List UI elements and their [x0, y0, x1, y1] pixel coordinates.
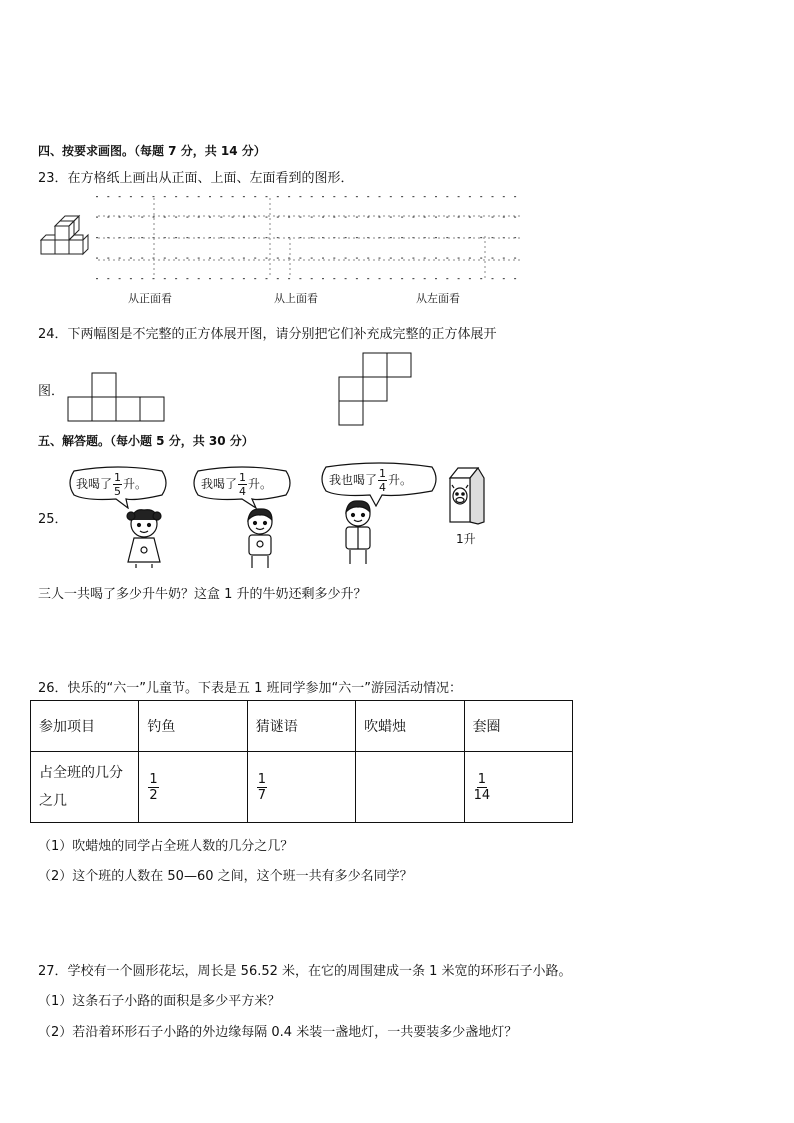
cube-net-1: [66, 372, 166, 424]
q27-text: 27．学校有一个圆形花坛，周长是 56.52 米，在它的周围建成一条 1 米宽的环形石子小路。: [38, 964, 572, 979]
boy-illustration-2: [336, 498, 380, 566]
dot-grid-area: [90, 196, 530, 282]
q26-sub1: （1）吹蜡烛的同学占全班人数的几分之几？: [38, 839, 294, 854]
activity-table: [30, 700, 573, 823]
girl-illustration: [114, 506, 174, 570]
fraction-cell: $\frac{1}{2}$: [139, 752, 247, 823]
cube-stack-figure: [40, 212, 92, 256]
q25-question: 三人一共喝了多少升牛奶？这盒 1 升的牛奶还剩多少升？: [38, 587, 367, 602]
bubble-3-text: 我也喝了 $\frac{1}{4}$ 升。: [329, 467, 413, 494]
table-row: [31, 752, 573, 823]
table-header-cell: 猜谜语: [247, 701, 355, 752]
milk-label: 1升: [456, 532, 476, 546]
q25-number: 25．: [38, 512, 68, 527]
boy-illustration-1: [240, 506, 280, 570]
table-header-cell: 套圈: [464, 701, 572, 752]
section5-title: 五、解答题。（每小题 5 分，共 30 分）: [38, 434, 254, 448]
q23-label-left: 从左面看: [416, 292, 460, 305]
q23-text: 23．在方格纸上画出从正面、上面、左面看到的图形．: [38, 171, 354, 186]
table-header-row: [31, 701, 573, 752]
q27-sub1: （1）这条石子小路的面积是多少平方米？: [38, 994, 281, 1009]
milk-carton-icon: [444, 464, 488, 526]
table-row-label: 占全班的几分 之几: [31, 752, 139, 823]
q26-sub2: （2）这个班的人数在 50—60 之间，这个班一共有多少名同学？: [38, 869, 413, 884]
q23-label-top: 从上面看: [274, 292, 318, 305]
q26-text: 26．快乐的“六一”儿童节。下表是五 1 班同学参加“六一”游园活动情况：: [38, 681, 463, 696]
fraction-cell-empty: [356, 752, 464, 823]
q24-text-line1: 24．下两幅图是不完整的正方体展开图，请分别把它们补充成完整的正方体展开: [38, 327, 497, 342]
table-header-cell: 吹蜡烛: [356, 701, 464, 752]
q23-label-front: 从正面看: [128, 292, 172, 305]
bubble-2-text: 我喝了 $\frac{1}{4}$ 升。: [201, 471, 273, 498]
fraction-cell: $\frac{1}{14}$: [464, 752, 572, 823]
section4-title: 四、按要求画图。（每题 7 分，共 14 分）: [38, 144, 266, 158]
cube-net-2: [337, 352, 413, 426]
table-header-cell: 参加项目: [31, 701, 139, 752]
fraction-cell: $\frac{1}{7}$: [247, 752, 355, 823]
table-header-cell: 钓鱼: [139, 701, 247, 752]
q24-text-line2: 图．: [38, 384, 65, 399]
bubble-1-text: 我喝了 $\frac{1}{5}$ 升。: [76, 471, 148, 498]
q27-sub2: （2）若沿着环形石子小路的外边缘每隔 0.4 米装一盏地灯，一共要装多少盏地灯？: [38, 1025, 518, 1040]
